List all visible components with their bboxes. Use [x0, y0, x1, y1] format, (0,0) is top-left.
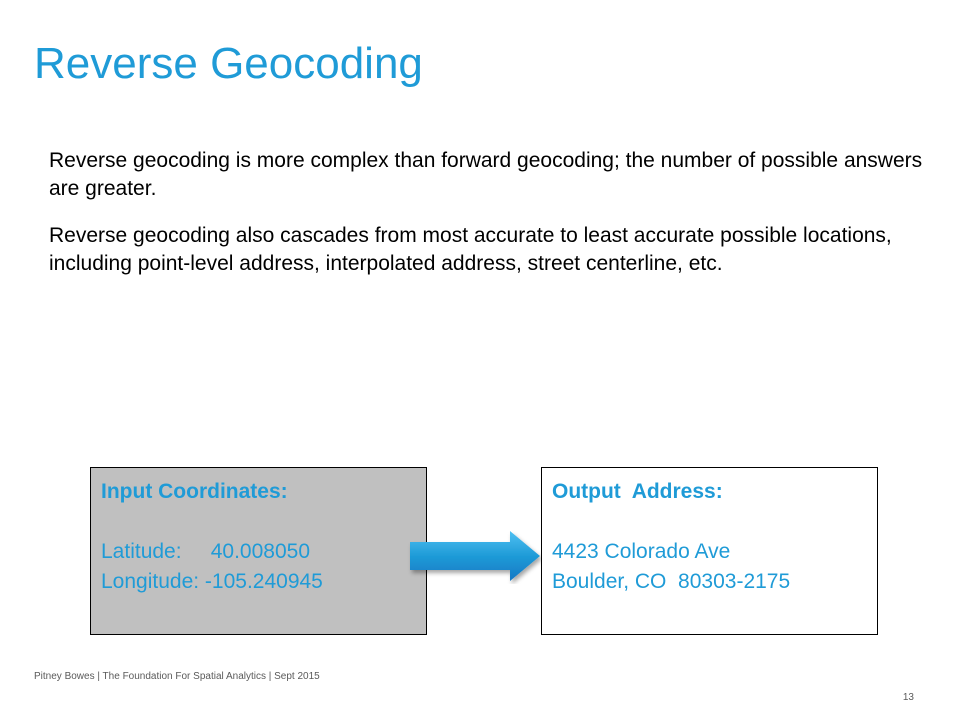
street-line: 4423 Colorado Ave — [552, 540, 731, 563]
paragraph-cascade: Reverse geocoding also cascades from most accurate to least accurate possible locations, including point-level address, interpolated address, street centerline, etc. — [49, 224, 892, 275]
body-text — [49, 147, 929, 297]
latitude-line: Latitude: 40.008050 — [101, 540, 311, 563]
footer-text: Pitney Bowes | The Foundation For Spatial Analytics | Sept 2015 — [34, 671, 320, 682]
right-arrow-icon — [406, 528, 546, 584]
input-coordinates-heading: Input Coordinates: — [101, 480, 288, 503]
longitude-line: Longitude: -105.240945 — [101, 570, 323, 593]
slide-title: Reverse Geocoding — [34, 39, 423, 88]
output-address-heading: Output Address: — [552, 480, 723, 503]
page-number: 13 — [902, 692, 914, 703]
city-line: Boulder, CO 80303-2175 — [552, 570, 791, 593]
input-coordinates-box — [90, 467, 427, 635]
output-address-box — [541, 467, 878, 635]
paragraph-complexity: Reverse geocoding is more complex than forward geocoding; the number of possible answers are greater. — [49, 149, 923, 200]
